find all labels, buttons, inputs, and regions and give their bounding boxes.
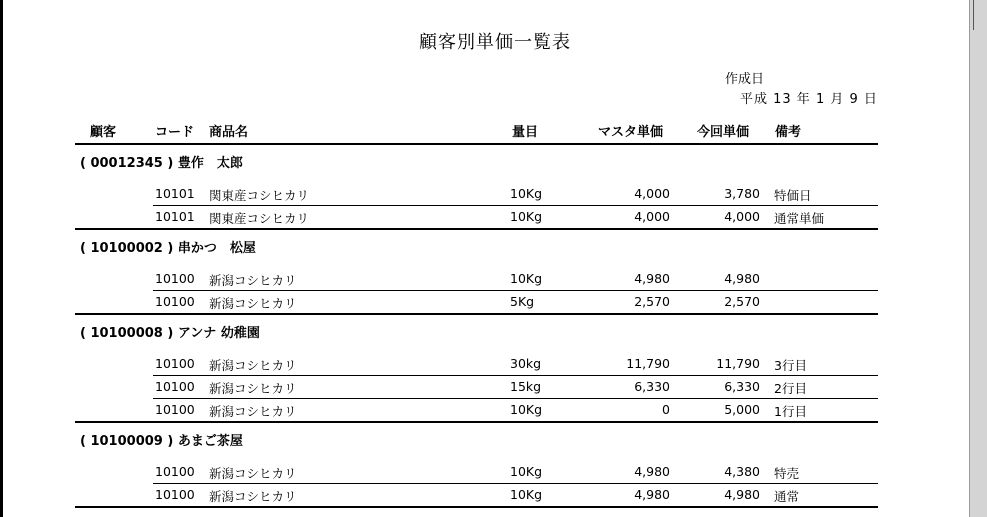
cell-current-price: 5,000 — [724, 402, 760, 417]
cell-current-price: 2,570 — [724, 294, 760, 309]
group-end-rule — [75, 506, 878, 508]
column-header-current-price: 今回単価 — [697, 125, 750, 140]
group-end-rule — [75, 421, 878, 423]
cell-product: 新潟コシヒカリ — [209, 404, 297, 419]
cell-code: 10100 — [155, 487, 195, 502]
cell-quantity: 10Kg — [510, 209, 543, 224]
cell-current-price: 4,000 — [724, 209, 760, 224]
cell-code: 10100 — [155, 379, 195, 394]
cell-product: 新潟コシヒカリ — [209, 273, 297, 288]
cell-quantity: 10Kg — [510, 186, 543, 201]
cell-current-price: 4,380 — [724, 464, 760, 479]
viewer-right-mark — [973, 0, 974, 30]
cell-master-price: 6,330 — [634, 379, 670, 394]
cell-code: 10100 — [155, 294, 195, 309]
cell-product: 関東産コシヒカリ — [209, 188, 310, 203]
cell-remarks: 通常 — [774, 489, 800, 504]
cell-code: 10101 — [155, 209, 195, 224]
cell-master-price: 4,980 — [634, 271, 670, 286]
group-end-rule — [75, 228, 878, 230]
cell-current-price: 6,330 — [724, 379, 760, 394]
cell-quantity: 15kg — [510, 379, 542, 394]
cell-master-price: 4,980 — [634, 487, 670, 502]
row-rule — [153, 375, 878, 376]
cell-remarks: 通常単価 — [774, 211, 825, 226]
cell-master-price: 4,000 — [634, 209, 670, 224]
cell-code: 10100 — [155, 271, 195, 286]
cell-remarks: 特売 — [774, 466, 800, 481]
cell-code: 10100 — [155, 356, 195, 371]
column-header-product: 商品名 — [209, 125, 249, 140]
row-rule — [153, 290, 878, 291]
cell-current-price: 3,780 — [724, 186, 760, 201]
report-title: 顧客別単価一覧表 — [419, 32, 571, 53]
cell-product: 新潟コシヒカリ — [209, 381, 297, 396]
cell-remarks: 2行目 — [774, 381, 807, 396]
cell-quantity: 10Kg — [510, 464, 543, 479]
customer-name: ( 00012345 ) 豊作 太郎 — [80, 156, 243, 171]
cell-product: 新潟コシヒカリ — [209, 489, 297, 504]
customer-name: ( 10100009 ) あまご茶屋 — [80, 434, 243, 449]
column-header-remarks: 備考 — [775, 125, 802, 140]
cell-code: 10100 — [155, 402, 195, 417]
column-header-customer: 顧客 — [90, 125, 117, 140]
cell-current-price: 11,790 — [716, 356, 760, 371]
cell-quantity: 10Kg — [510, 402, 543, 417]
created-date: 平成 13 年 1 月 9 日 — [740, 92, 878, 107]
cell-remarks: 3行目 — [774, 358, 807, 373]
cell-product: 新潟コシヒカリ — [209, 466, 297, 481]
cell-code: 10100 — [155, 464, 195, 479]
cell-current-price: 4,980 — [724, 487, 760, 502]
customer-name: ( 10100002 ) 串かつ 松屋 — [80, 241, 256, 256]
cell-remarks: 特価日 — [774, 188, 812, 203]
cell-quantity: 10Kg — [510, 487, 543, 502]
column-header-quantity: 量目 — [512, 125, 539, 140]
cell-current-price: 4,980 — [724, 271, 760, 286]
cell-remarks: 1行目 — [774, 404, 807, 419]
cell-quantity: 10Kg — [510, 271, 543, 286]
viewer-right-gutter — [969, 0, 987, 517]
page-left-edge — [0, 0, 3, 517]
column-header-master-price: マスタ単価 — [598, 125, 664, 140]
cell-product: 新潟コシヒカリ — [209, 358, 297, 373]
cell-quantity: 30kg — [510, 356, 542, 371]
row-rule — [153, 483, 878, 484]
customer-name: ( 10100008 ) アンナ 幼稚園 — [80, 326, 260, 341]
row-rule — [153, 205, 878, 206]
cell-master-price: 4,980 — [634, 464, 670, 479]
cell-master-price: 2,570 — [634, 294, 670, 309]
cell-master-price: 11,790 — [626, 356, 670, 371]
cell-quantity: 5Kg — [510, 294, 535, 309]
cell-master-price: 4,000 — [634, 186, 670, 201]
header-rule — [75, 143, 878, 145]
cell-product: 新潟コシヒカリ — [209, 296, 297, 311]
created-label: 作成日 — [725, 72, 765, 87]
group-end-rule — [75, 313, 878, 315]
cell-code: 10101 — [155, 186, 195, 201]
cell-product: 関東産コシヒカリ — [209, 211, 310, 226]
column-header-code: コード — [155, 125, 195, 140]
row-rule — [153, 398, 878, 399]
cell-master-price: 0 — [662, 402, 670, 417]
